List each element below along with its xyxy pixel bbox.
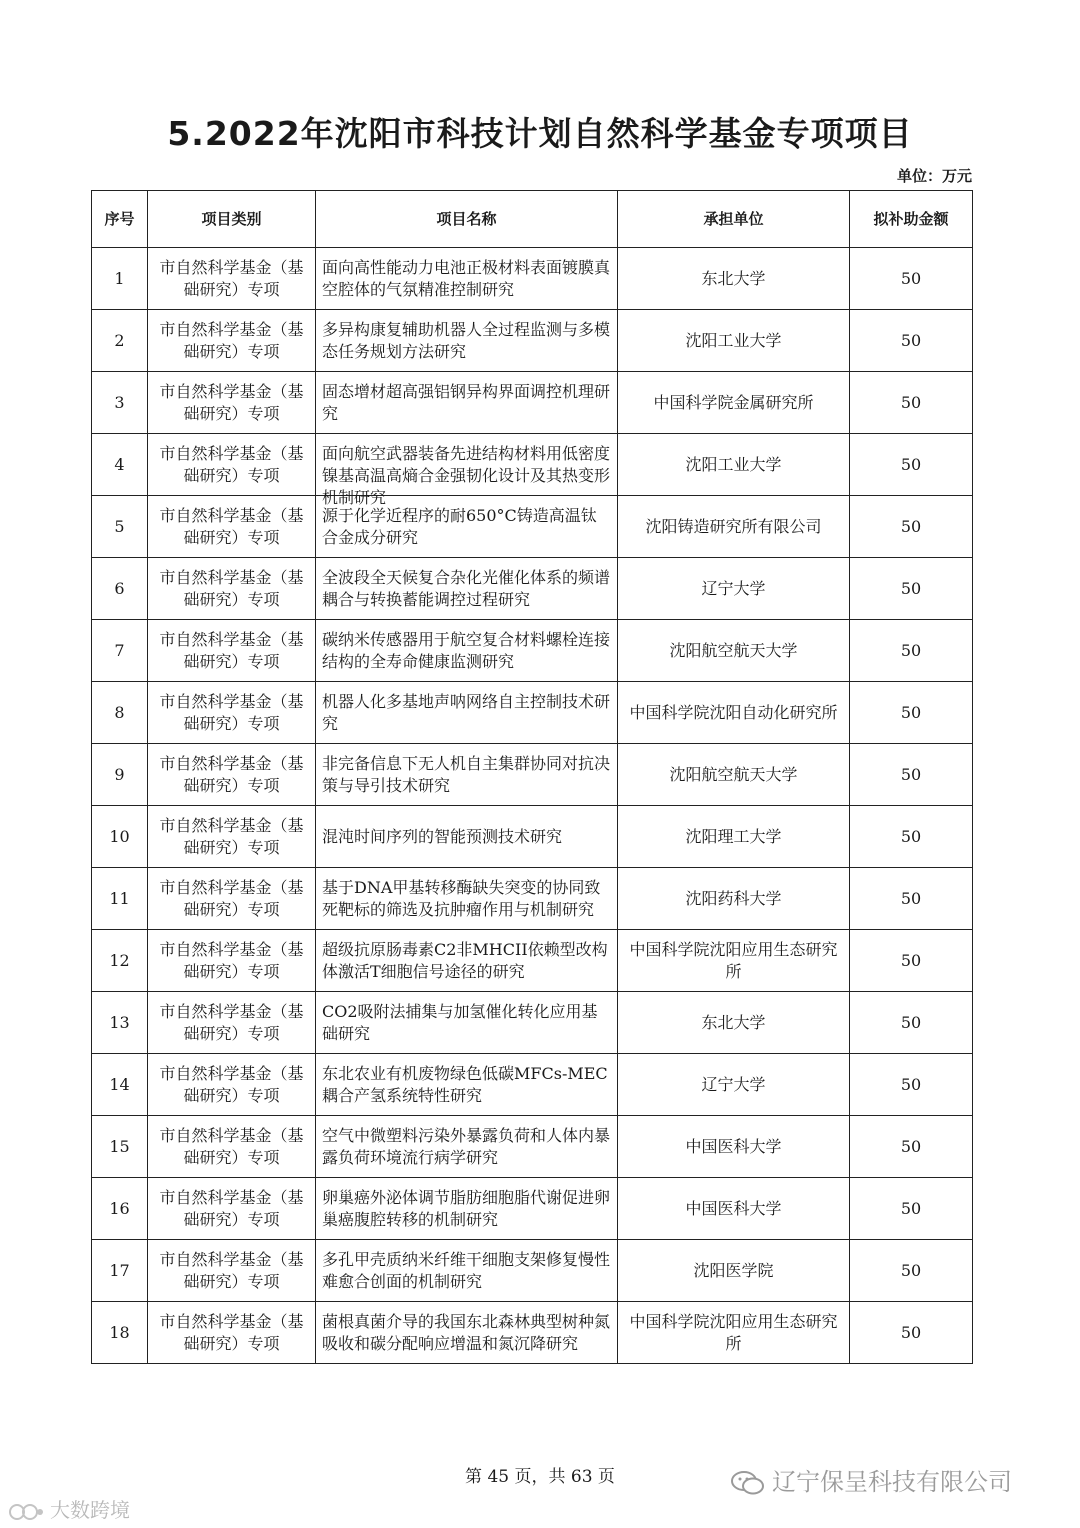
project-name-text: 空气中微塑料污染外暴露负荷和人体内暴露负荷环境流行病学研究 bbox=[322, 1125, 611, 1167]
brand-watermark bbox=[8, 1494, 130, 1523]
table-row bbox=[92, 868, 973, 930]
row-index-cell: 18 bbox=[92, 1302, 148, 1364]
row-project-name-cell bbox=[316, 310, 618, 372]
row-category-cell: 市自然科学基金（基础研究）专项 bbox=[148, 1116, 316, 1178]
project-name-text: 东北农业有机废物绿色低碳MFCs-MEC耦合产氢系统特性研究 bbox=[322, 1063, 608, 1105]
table-row bbox=[92, 930, 973, 992]
project-name-text: 基于DNA甲基转移酶缺失突变的协同致死靶标的筛选及抗肿瘤作用与机制研究 bbox=[322, 877, 601, 919]
row-institution-cell: 沈阳医学院 bbox=[618, 1240, 850, 1302]
header-amount: 拟补助金额 bbox=[850, 191, 973, 248]
row-project-name-cell bbox=[316, 744, 618, 806]
row-institution-cell: 辽宁大学 bbox=[618, 1054, 850, 1116]
row-index-cell: 9 bbox=[92, 744, 148, 806]
row-project-name-cell bbox=[316, 992, 618, 1054]
row-institution-cell: 沈阳铸造研究所有限公司 bbox=[618, 496, 850, 558]
row-category-cell: 市自然科学基金（基础研究）专项 bbox=[148, 930, 316, 992]
row-project-name-cell bbox=[316, 248, 618, 310]
project-name-text: 混沌时间序列的智能预测技术研究 bbox=[322, 826, 563, 846]
row-index-cell: 1 bbox=[92, 248, 148, 310]
row-index-cell: 16 bbox=[92, 1178, 148, 1240]
row-amount-cell: 50 bbox=[850, 1240, 973, 1302]
row-institution-cell: 中国科学院金属研究所 bbox=[618, 372, 850, 434]
row-institution-cell: 中国科学院沈阳应用生态研究所 bbox=[618, 1302, 850, 1364]
table-row bbox=[92, 496, 973, 558]
row-project-name-cell bbox=[316, 806, 618, 868]
table-row bbox=[92, 1054, 973, 1116]
row-index-cell: 6 bbox=[92, 558, 148, 620]
row-category-cell: 市自然科学基金（基础研究）专项 bbox=[148, 620, 316, 682]
row-amount-cell: 50 bbox=[850, 682, 973, 744]
row-category-cell: 市自然科学基金（基础研究）专项 bbox=[148, 434, 316, 496]
header-institution: 承担单位 bbox=[618, 191, 850, 248]
project-name-text: 全波段全天候复合杂化光催化体系的频谱耦合与转换蓄能调控过程研究 bbox=[322, 567, 611, 609]
row-project-name-cell bbox=[316, 496, 618, 558]
project-name-text: 面向航空武器装备先进结构材料用低密度镍基高温高熵合金强韧化设计及其热变形机制研究 bbox=[322, 443, 611, 507]
row-category-cell: 市自然科学基金（基础研究）专项 bbox=[148, 310, 316, 372]
project-name-text: 超级抗原肠毒素C2非MHCII依赖型改构体激活T细胞信号途径的研究 bbox=[322, 939, 608, 981]
row-index-cell: 7 bbox=[92, 620, 148, 682]
row-category-cell: 市自然科学基金（基础研究）专项 bbox=[148, 682, 316, 744]
row-category-cell: 市自然科学基金（基础研究）专项 bbox=[148, 1240, 316, 1302]
row-category-cell: 市自然科学基金（基础研究）专项 bbox=[148, 372, 316, 434]
row-index-cell: 10 bbox=[92, 806, 148, 868]
row-institution-cell: 中国医科大学 bbox=[618, 1116, 850, 1178]
row-institution-cell: 辽宁大学 bbox=[618, 558, 850, 620]
page-title: 5.2022年沈阳市科技计划自然科学基金专项项目 bbox=[167, 114, 913, 153]
row-amount-cell: 50 bbox=[850, 372, 973, 434]
row-index-cell: 8 bbox=[92, 682, 148, 744]
row-amount-cell: 50 bbox=[850, 930, 973, 992]
row-amount-cell: 50 bbox=[850, 558, 973, 620]
table-row bbox=[92, 248, 973, 310]
row-project-name-cell bbox=[316, 1178, 618, 1240]
row-institution-cell: 沈阳航空航天大学 bbox=[618, 744, 850, 806]
row-project-name-cell bbox=[316, 868, 618, 930]
table-row bbox=[92, 620, 973, 682]
project-name-text: 多孔甲壳质纳米纤维干细胞支架修复慢性难愈合创面的机制研究 bbox=[322, 1249, 611, 1291]
row-institution-cell: 沈阳理工大学 bbox=[618, 806, 850, 868]
company-watermark-text: 辽宁保呈科技有限公司 bbox=[772, 1468, 1012, 1496]
row-project-name-cell bbox=[316, 1302, 618, 1364]
header-project-name: 项目名称 bbox=[316, 191, 618, 248]
brand-logo-icon bbox=[8, 1501, 46, 1523]
row-category-cell: 市自然科学基金（基础研究）专项 bbox=[148, 992, 316, 1054]
project-name-text: 碳纳米传感器用于航空复合材料螺栓连接结构的全寿命健康监测研究 bbox=[322, 629, 611, 671]
page-number: 第 45 页，共 63 页 bbox=[465, 1467, 615, 1487]
row-category-cell: 市自然科学基金（基础研究）专项 bbox=[148, 1302, 316, 1364]
row-project-name-cell bbox=[316, 434, 618, 507]
row-category-cell: 市自然科学基金（基础研究）专项 bbox=[148, 1054, 316, 1116]
row-category-cell: 市自然科学基金（基础研究）专项 bbox=[148, 744, 316, 806]
table-row bbox=[92, 744, 973, 806]
row-institution-cell: 中国医科大学 bbox=[618, 1178, 850, 1240]
table-row bbox=[92, 558, 973, 620]
row-institution-cell: 中国科学院沈阳自动化研究所 bbox=[618, 682, 850, 744]
row-index-cell: 2 bbox=[92, 310, 148, 372]
table-row bbox=[92, 1116, 973, 1178]
row-category-cell: 市自然科学基金（基础研究）专项 bbox=[148, 868, 316, 930]
row-institution-cell: 沈阳工业大学 bbox=[618, 434, 850, 496]
row-amount-cell: 50 bbox=[850, 806, 973, 868]
project-name-text: 固态增材超高强铝钢异构界面调控机理研究 bbox=[322, 381, 611, 423]
row-project-name-cell bbox=[316, 558, 618, 620]
project-table bbox=[91, 190, 973, 1364]
row-amount-cell: 50 bbox=[850, 1054, 973, 1116]
row-index-cell: 17 bbox=[92, 1240, 148, 1302]
row-index-cell: 15 bbox=[92, 1116, 148, 1178]
row-category-cell: 市自然科学基金（基础研究）专项 bbox=[148, 1178, 316, 1240]
unit-label: 单位：万元 bbox=[896, 167, 972, 185]
header-category: 项目类别 bbox=[148, 191, 316, 248]
table-header-row bbox=[92, 191, 973, 248]
project-name-text: 卵巢癌外泌体调节脂肪细胞脂代谢促进卵巢癌腹腔转移的机制研究 bbox=[322, 1187, 611, 1229]
row-amount-cell: 50 bbox=[850, 1178, 973, 1240]
row-project-name-cell bbox=[316, 1240, 618, 1302]
row-index-cell: 4 bbox=[92, 434, 148, 496]
row-index-cell: 12 bbox=[92, 930, 148, 992]
project-name-text: 源于化学近程序的耐650°C铸造高温钛合金成分研究 bbox=[322, 505, 597, 547]
row-category-cell: 市自然科学基金（基础研究）专项 bbox=[148, 558, 316, 620]
row-amount-cell: 50 bbox=[850, 248, 973, 310]
row-project-name-cell bbox=[316, 930, 618, 992]
row-index-cell: 11 bbox=[92, 868, 148, 930]
row-category-cell: 市自然科学基金（基础研究）专项 bbox=[148, 248, 316, 310]
row-institution-cell: 沈阳药科大学 bbox=[618, 868, 850, 930]
row-project-name-cell bbox=[316, 620, 618, 682]
project-name-text: CO2吸附法捕集与加氢催化转化应用基础研究 bbox=[322, 1001, 598, 1043]
row-institution-cell: 沈阳航空航天大学 bbox=[618, 620, 850, 682]
row-amount-cell: 50 bbox=[850, 310, 973, 372]
table-row bbox=[92, 310, 973, 372]
row-index-cell: 14 bbox=[92, 1054, 148, 1116]
row-amount-cell: 50 bbox=[850, 620, 973, 682]
row-institution-cell: 中国科学院沈阳应用生态研究所 bbox=[618, 930, 850, 992]
row-amount-cell: 50 bbox=[850, 496, 973, 558]
row-project-name-cell bbox=[316, 372, 618, 434]
project-name-text: 机器人化多基地声呐网络自主控制技术研究 bbox=[322, 691, 611, 733]
row-index-cell: 3 bbox=[92, 372, 148, 434]
row-category-cell: 市自然科学基金（基础研究）专项 bbox=[148, 806, 316, 868]
row-institution-cell: 东北大学 bbox=[618, 992, 850, 1054]
table-row bbox=[92, 372, 973, 434]
table-row bbox=[92, 1302, 973, 1364]
table-row bbox=[92, 1178, 973, 1240]
table-row bbox=[92, 434, 973, 496]
table-row bbox=[92, 992, 973, 1054]
project-name-text: 非完备信息下无人机自主集群协同对抗决策与导引技术研究 bbox=[322, 753, 611, 795]
row-amount-cell: 50 bbox=[850, 868, 973, 930]
row-index-cell: 13 bbox=[92, 992, 148, 1054]
row-project-name-cell bbox=[316, 682, 618, 744]
row-category-cell: 市自然科学基金（基础研究）专项 bbox=[148, 496, 316, 558]
row-amount-cell: 50 bbox=[850, 744, 973, 806]
row-institution-cell: 东北大学 bbox=[618, 248, 850, 310]
table-row bbox=[92, 1240, 973, 1302]
row-amount-cell: 50 bbox=[850, 434, 973, 496]
row-project-name-cell bbox=[316, 1054, 618, 1116]
project-name-text: 菌根真菌介导的我国东北森林典型树种氮吸收和碳分配响应增温和氮沉降研究 bbox=[322, 1311, 611, 1353]
table-row bbox=[92, 682, 973, 744]
wechat-icon bbox=[730, 1470, 766, 1496]
table-row bbox=[92, 806, 973, 868]
row-institution-cell: 沈阳工业大学 bbox=[618, 310, 850, 372]
project-name-text: 多异构康复辅助机器人全过程监测与多模态任务规划方法研究 bbox=[322, 319, 611, 361]
row-amount-cell: 50 bbox=[850, 1116, 973, 1178]
row-amount-cell: 50 bbox=[850, 1302, 973, 1364]
company-watermark bbox=[730, 1462, 1012, 1497]
row-project-name-cell bbox=[316, 1116, 618, 1178]
row-index-cell: 5 bbox=[92, 496, 148, 558]
header-index: 序号 bbox=[92, 191, 148, 248]
row-amount-cell: 50 bbox=[850, 992, 973, 1054]
project-name-text: 面向高性能动力电池正极材料表面镀膜真空腔体的气氛精准控制研究 bbox=[322, 257, 611, 299]
brand-watermark-text: 大数跨境 bbox=[50, 1498, 130, 1522]
